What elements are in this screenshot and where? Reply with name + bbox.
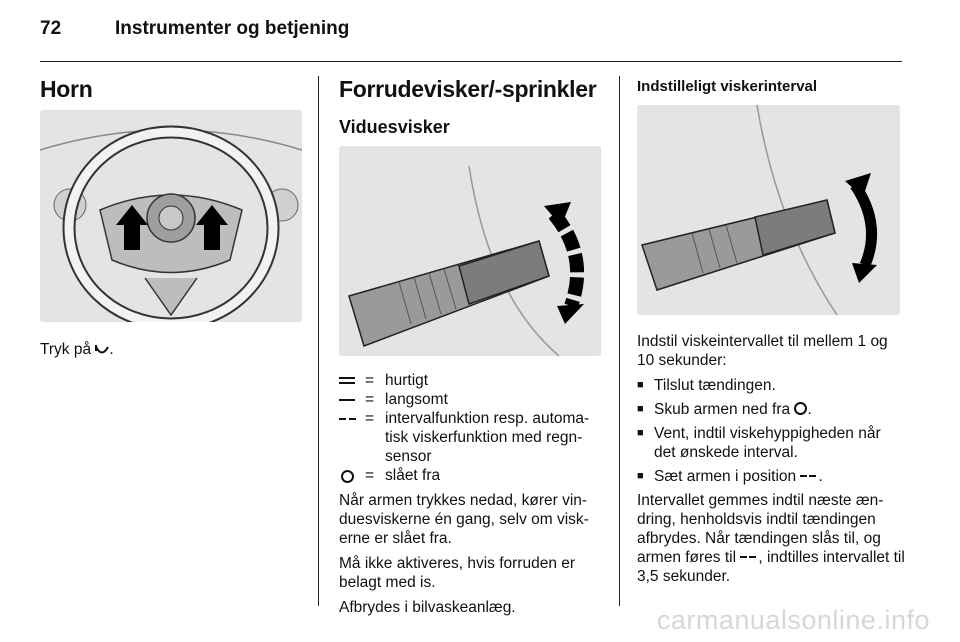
wiper-legend (339, 371, 604, 485)
circle-off-icon (339, 466, 365, 485)
legend-row: = slået fra (339, 466, 604, 485)
interval-heading: Indstilleligt viskerinterval (637, 78, 818, 95)
list-item: ■ Tilslut tændingen. (637, 376, 905, 395)
wiper-body (339, 491, 604, 623)
legend-row: = langsomt (339, 390, 604, 409)
paragraph: Når armen trykkes nedad, kører vin-duesviskerne én gang, selv om visk-erne er slået fra. (339, 492, 589, 547)
chapter-title: Instrumenter og betjening (115, 18, 350, 39)
wiper-lever-illustration (339, 146, 601, 356)
single-bar-icon (339, 390, 365, 409)
legend-row: = hurtigt (339, 371, 604, 390)
circle-off-icon (794, 402, 807, 415)
interval-lever-drawing (637, 105, 900, 315)
dashed-bar-icon (339, 409, 365, 428)
wiper-heading: Forrudevisker/-sprinkler (339, 76, 597, 102)
interval-body (637, 332, 905, 592)
horn-caption: Tryk på . (40, 341, 114, 358)
horn-heading: Horn (40, 76, 93, 102)
interval-lever-illustration (637, 105, 900, 315)
wiper-subheading: Viduesvisker (339, 117, 450, 137)
header-rule (40, 61, 902, 62)
steering-wheel-illustration (40, 110, 302, 322)
watermark: carmanualsonline.info (656, 605, 930, 635)
column-divider-1 (318, 76, 319, 606)
wiper-lever-drawing (339, 146, 601, 356)
paragraph: Afbrydes i bilvaskeanlæg. (339, 599, 516, 616)
dashed-bar-icon (740, 549, 758, 566)
list-item: ■ Sæt armen i position . (637, 467, 905, 486)
page-number: 72 (40, 18, 62, 39)
horn-icon (95, 341, 109, 352)
list-item: ■ Skub armen ned fra . (637, 400, 905, 419)
paragraph: Indstil viskeintervallet til mellem 1 og 10 sekunder: (637, 333, 888, 369)
paragraph: Intervallet gemmes indtil næste æn-dring, henholdsvis indtil tændingen afbrydes. Når tændingen slås til, og armen føres til , indtilles intervallet til 3,5 sekunder. (637, 492, 905, 585)
page-header (40, 18, 349, 40)
column-divider-2 (619, 76, 620, 606)
paragraph: Må ikke aktiveres, hvis forruden er belagt med is. (339, 555, 576, 591)
double-bar-icon (339, 371, 365, 390)
dashed-bar-icon (800, 468, 818, 485)
list-item: ■ Vent, indtil viskehyppigheden når det ønskede interval. (637, 424, 905, 462)
steering-wheel-drawing (40, 110, 302, 322)
legend-row: = intervalfunktion resp. automa-tisk viskerfunktion med regn-sensor (339, 409, 604, 466)
